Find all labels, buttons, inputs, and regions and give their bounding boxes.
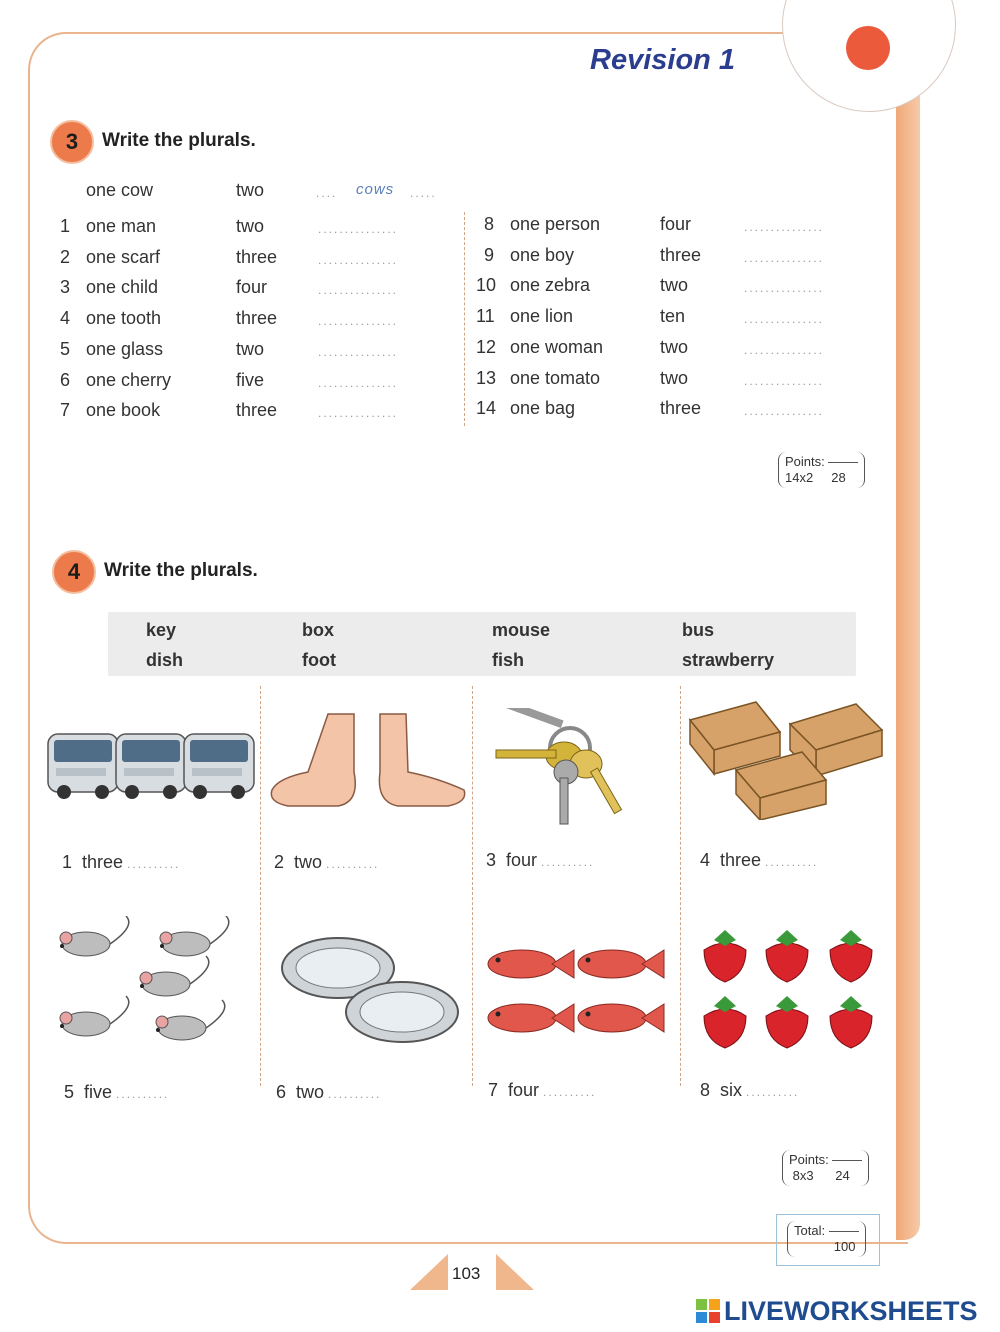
- answer-blank[interactable]: ..........: [746, 1085, 800, 1099]
- caption-number: 5: [64, 1082, 75, 1102]
- example-answer: cows: [356, 181, 395, 198]
- item-count: five: [236, 369, 265, 390]
- strawberries-icon: [700, 928, 880, 1050]
- fraction-line: [828, 462, 858, 463]
- total-label: Total:: [794, 1223, 826, 1238]
- item-word: one woman: [510, 336, 604, 357]
- plural-item-row: [0, 306, 900, 332]
- page-number-tab: [410, 1254, 534, 1294]
- answer-blank[interactable]: ...............: [744, 373, 825, 388]
- plural-item-row: [0, 337, 900, 363]
- item-count: two: [236, 338, 265, 359]
- caption-count: four: [506, 850, 538, 870]
- exercise-3-badge: 3: [50, 120, 94, 164]
- caption-number: 1: [62, 852, 73, 872]
- points-label: Points:: [785, 454, 825, 469]
- total-points: [787, 1221, 866, 1257]
- word-bank-item: dish: [146, 650, 184, 670]
- item-word: one person: [510, 214, 601, 234]
- column-divider: [464, 212, 465, 426]
- word-bank-item: foot: [302, 650, 336, 670]
- corner-dot: [846, 26, 890, 70]
- item-word: one boy: [510, 244, 575, 265]
- picture-caption: [64, 1082, 169, 1103]
- item-word: one zebra: [510, 275, 591, 296]
- answer-blank[interactable]: ..........: [326, 857, 380, 871]
- fraction-line: [829, 1231, 859, 1232]
- grid-divider: [260, 686, 261, 1086]
- dots: .....: [410, 186, 437, 200]
- item-count: three: [660, 244, 702, 265]
- item-number: 2: [60, 246, 71, 267]
- item-count: two: [660, 275, 689, 296]
- page-title: Revision 1: [590, 44, 736, 76]
- total-box: [776, 1214, 880, 1266]
- picture-caption: [700, 850, 818, 871]
- word-bank-item: box: [302, 620, 335, 640]
- example-word: one cow: [86, 180, 154, 200]
- item-number: 11: [476, 306, 495, 327]
- item-word: one glass: [86, 338, 164, 359]
- plural-item-row: [0, 275, 900, 301]
- points-formula: 8x3: [792, 1168, 814, 1183]
- item-number: 14: [476, 398, 497, 419]
- example-row: [0, 180, 460, 206]
- brand-name: LIVEWORKSHEETS: [724, 1296, 978, 1326]
- answer-blank[interactable]: ...............: [744, 312, 825, 327]
- item-number: 13: [476, 367, 497, 388]
- caption-count: three: [720, 850, 762, 870]
- item-count: two: [660, 367, 689, 388]
- plural-item-row: [0, 398, 900, 424]
- item-count: ten: [660, 306, 686, 327]
- points-box-3: [778, 452, 865, 488]
- item-number: 12: [476, 336, 497, 357]
- item-number: 7: [60, 400, 71, 421]
- item-word: one tomato: [510, 367, 601, 388]
- caption-number: 3: [486, 850, 497, 870]
- item-word: one child: [86, 277, 159, 298]
- example-count: two: [236, 180, 265, 200]
- item-word: one cherry: [86, 369, 172, 390]
- answer-blank[interactable]: ...............: [318, 406, 399, 421]
- points-box-4: [782, 1150, 869, 1186]
- keys-icon: [494, 708, 634, 828]
- dots: ....: [316, 186, 338, 200]
- picture-caption: [488, 1080, 596, 1101]
- picture-caption: [62, 852, 180, 873]
- points-label: Points:: [789, 1152, 829, 1167]
- points-max: 28: [831, 470, 846, 485]
- fraction-line: [832, 1160, 862, 1161]
- page-number: 103: [452, 1264, 481, 1283]
- answer-blank[interactable]: ...............: [318, 375, 399, 390]
- caption-count: three: [82, 852, 124, 872]
- word-bank-item: strawberry: [682, 650, 775, 670]
- caption-count: five: [84, 1082, 113, 1102]
- item-number: 1: [60, 216, 71, 236]
- caption-number: 7: [488, 1080, 499, 1100]
- item-number: 5: [60, 338, 71, 359]
- item-word: one scarf: [86, 246, 161, 267]
- plural-item-row: [0, 368, 900, 394]
- fish-icon: [486, 944, 668, 1044]
- answer-blank[interactable]: ...............: [318, 222, 399, 236]
- item-count: three: [236, 308, 278, 329]
- feet-icon: [268, 712, 468, 812]
- item-word: one bag: [510, 398, 576, 419]
- caption-number: 2: [274, 852, 285, 872]
- answer-blank[interactable]: ...............: [318, 314, 399, 329]
- plural-item-row: [0, 245, 900, 271]
- exercise-3-title: Write the plurals.: [102, 130, 256, 151]
- answer-blank[interactable]: ..........: [765, 855, 819, 869]
- answer-blank[interactable]: ...............: [744, 220, 825, 234]
- answer-blank[interactable]: ..........: [127, 857, 181, 871]
- answer-blank[interactable]: ..........: [328, 1087, 382, 1101]
- item-word: one lion: [510, 306, 574, 327]
- word-bank-item: fish: [492, 650, 525, 670]
- item-number: 6: [60, 369, 71, 390]
- item-word: one book: [86, 400, 161, 421]
- answer-blank[interactable]: ..........: [116, 1087, 170, 1101]
- item-word: one man: [86, 216, 157, 236]
- item-count: three: [236, 400, 278, 421]
- bus-icon: [46, 724, 256, 804]
- caption-number: 6: [276, 1082, 287, 1102]
- word-bank-item: mouse: [492, 620, 551, 640]
- answer-blank[interactable]: ...............: [318, 344, 399, 359]
- word-bank: [108, 612, 856, 676]
- caption-number: 8: [700, 1080, 711, 1100]
- word-bank-item: bus: [682, 620, 715, 640]
- item-count: two: [236, 216, 265, 236]
- item-word: one tooth: [86, 308, 162, 329]
- answer-blank[interactable]: ...............: [318, 252, 399, 267]
- answer-blank[interactable]: ...............: [744, 404, 825, 419]
- caption-count: four: [508, 1080, 540, 1100]
- picture-caption: [274, 852, 379, 873]
- picture-caption: [486, 850, 594, 871]
- item-count: three: [660, 398, 702, 419]
- item-count: four: [660, 214, 692, 234]
- item-count: three: [236, 246, 278, 267]
- caption-count: six: [720, 1080, 743, 1100]
- grid-divider: [680, 686, 681, 1086]
- exercise-4-badge: 4: [52, 550, 96, 594]
- item-count: four: [236, 277, 268, 298]
- caption-number: 4: [700, 850, 711, 870]
- caption-count: two: [296, 1082, 325, 1102]
- boxes-icon: [686, 700, 886, 820]
- answer-blank[interactable]: ...............: [744, 281, 825, 296]
- mice-icon: [56, 916, 248, 1056]
- answer-blank[interactable]: ...............: [744, 342, 825, 357]
- answer-blank[interactable]: ..........: [543, 1085, 597, 1099]
- answer-blank[interactable]: ...............: [318, 283, 399, 298]
- answer-blank[interactable]: ...............: [744, 250, 825, 265]
- answer-blank[interactable]: ..........: [541, 855, 595, 869]
- exercise-4-title: Write the plurals.: [104, 560, 258, 581]
- item-number: 4: [60, 308, 71, 329]
- item-number: 3: [60, 277, 71, 298]
- grid-divider: [472, 686, 473, 1086]
- points-formula: 14x2: [785, 470, 814, 485]
- word-bank-item: key: [146, 620, 177, 640]
- item-count: two: [660, 336, 689, 357]
- item-number: 9: [484, 244, 495, 265]
- item-number: 10: [476, 275, 497, 296]
- plural-item-row: [0, 214, 900, 240]
- picture-caption: [700, 1080, 799, 1101]
- points-max: 24: [835, 1168, 850, 1183]
- caption-count: two: [294, 852, 323, 872]
- item-number: 8: [484, 214, 495, 234]
- dishes-icon: [278, 930, 468, 1050]
- total-max: 100: [833, 1239, 856, 1254]
- liveworksheets-logo-icon: [696, 1299, 720, 1323]
- picture-caption: [276, 1082, 381, 1103]
